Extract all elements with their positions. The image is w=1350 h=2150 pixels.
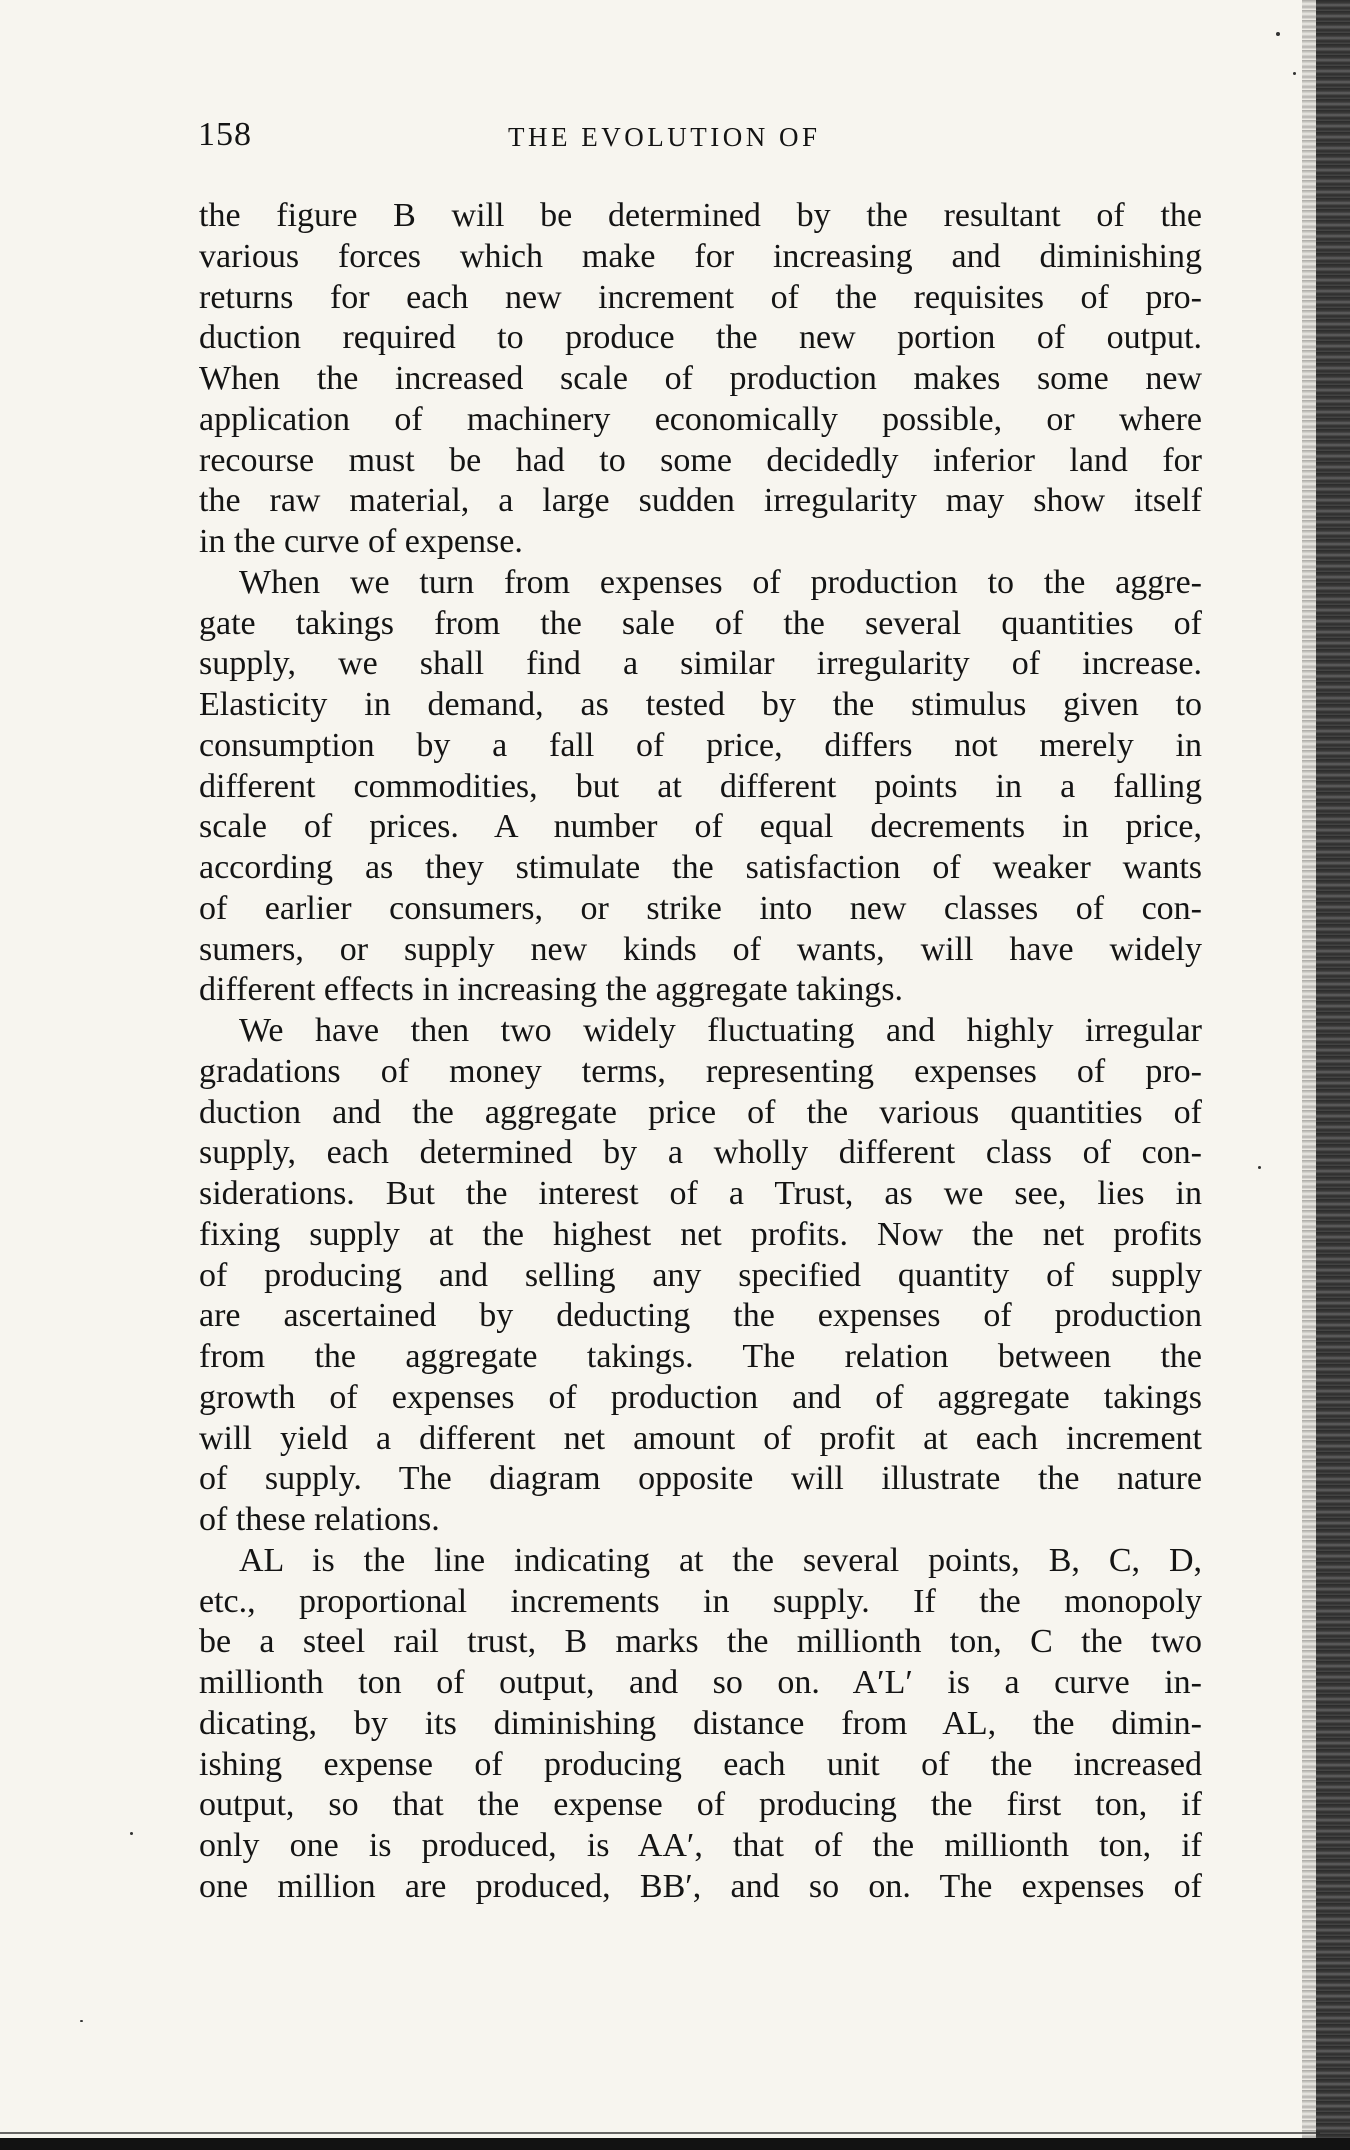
text-line: supply, each determined by a wholly different class of con- bbox=[199, 1134, 1202, 1172]
text-line: dicating, by its diminishing distance from AL, the dimin- bbox=[199, 1704, 1202, 1742]
text-line: according as they stimulate the satisfaction of weaker wants bbox=[199, 849, 1202, 886]
text-line: will yield a different net amount of profit at each increment bbox=[199, 1419, 1202, 1457]
text-line: different effects in increasing the aggregate takings. bbox=[199, 971, 903, 1009]
text-line: gradations of money terms, representing expenses of pro- bbox=[199, 1052, 1202, 1090]
text-line: fixing supply at the highest net profits. Now the net profits bbox=[199, 1215, 1202, 1253]
text-line: different commodities, but at different points in a falling bbox=[199, 767, 1202, 805]
text-line: application of machinery economically possible, or where bbox=[199, 400, 1202, 438]
text-line: When the increased scale of production makes some new bbox=[199, 360, 1202, 397]
scanned-page-edge bbox=[1316, 0, 1350, 2150]
text-line: AL is the line indicating at the several points, B, C, D, bbox=[239, 1541, 1202, 1579]
text-line: sumers, or supply new kinds of wants, will have widely bbox=[199, 930, 1202, 968]
text-line: When we turn from expenses of production to the aggre- bbox=[239, 563, 1202, 601]
body-text bbox=[199, 196, 1202, 1908]
text-line: of supply. The diagram opposite will illustrate the nature bbox=[199, 1460, 1202, 1498]
text-line: output, so that the expense of producing the first ton, if bbox=[199, 1786, 1202, 1824]
scanned-bottom-edge bbox=[0, 2138, 1350, 2150]
text-line: consumption by a fall of price, differs not merely in bbox=[199, 726, 1202, 764]
text-line: recourse must be had to some decidedly inferior land for bbox=[199, 441, 1202, 479]
running-title: THE EVOLUTION OF bbox=[508, 122, 821, 152]
text-line: growth of expenses of production and of aggregate takings bbox=[199, 1378, 1202, 1416]
running-head bbox=[198, 116, 1198, 166]
text-line: scale of prices. A number of equal decrements in price, bbox=[199, 808, 1202, 846]
text-line: one million are produced, BB′, and so on. The expenses of bbox=[199, 1867, 1202, 1905]
text-line: Elasticity in demand, as tested by the stimulus given to bbox=[199, 686, 1202, 723]
text-line: ishing expense of producing each unit of the increased bbox=[199, 1745, 1202, 1783]
text-line: of earlier consumers, or strike into new classes of con- bbox=[199, 889, 1202, 927]
text-line: of these relations. bbox=[199, 1501, 440, 1538]
text-line: the figure B will be determined by the resultant of the bbox=[199, 197, 1202, 234]
text-line: the raw material, a large sudden irregularity may show itself bbox=[199, 482, 1202, 520]
page-number: 158 bbox=[198, 116, 252, 153]
text-line: only one is produced, is AA′, that of the millionth ton, if bbox=[199, 1827, 1202, 1864]
text-line: be a steel rail trust, B marks the millionth ton, C the two bbox=[199, 1623, 1202, 1661]
text-line: supply, we shall find a similar irregularity of increase. bbox=[199, 645, 1202, 683]
text-line: from the aggregate takings. The relation between the bbox=[199, 1338, 1202, 1375]
scanned-bottom-rule bbox=[0, 2132, 1320, 2134]
text-line: etc., proportional increments in supply. If the monopoly bbox=[199, 1582, 1202, 1620]
text-line: gate takings from the sale of the several quantities of bbox=[199, 604, 1202, 642]
text-line: are ascertained by deducting the expenses of production bbox=[199, 1297, 1202, 1335]
text-line: of producing and selling any specified quantity of supply bbox=[199, 1256, 1202, 1294]
text-line: duction required to produce the new portion of output. bbox=[199, 319, 1202, 357]
text-line: millionth ton of output, and so on. A′L′ is a curve in- bbox=[199, 1664, 1202, 1701]
text-line: We have then two widely fluctuating and highly irregular bbox=[239, 1012, 1202, 1049]
text-line: siderations. But the interest of a Trust, as we see, lies in bbox=[199, 1175, 1202, 1212]
text-line: returns for each new increment of the requisites of pro- bbox=[199, 278, 1202, 316]
text-line: duction and the aggregate price of the various quantities of bbox=[199, 1093, 1202, 1131]
text-line: in the curve of expense. bbox=[199, 523, 523, 560]
text-line: various forces which make for increasing and diminishing bbox=[199, 237, 1202, 275]
